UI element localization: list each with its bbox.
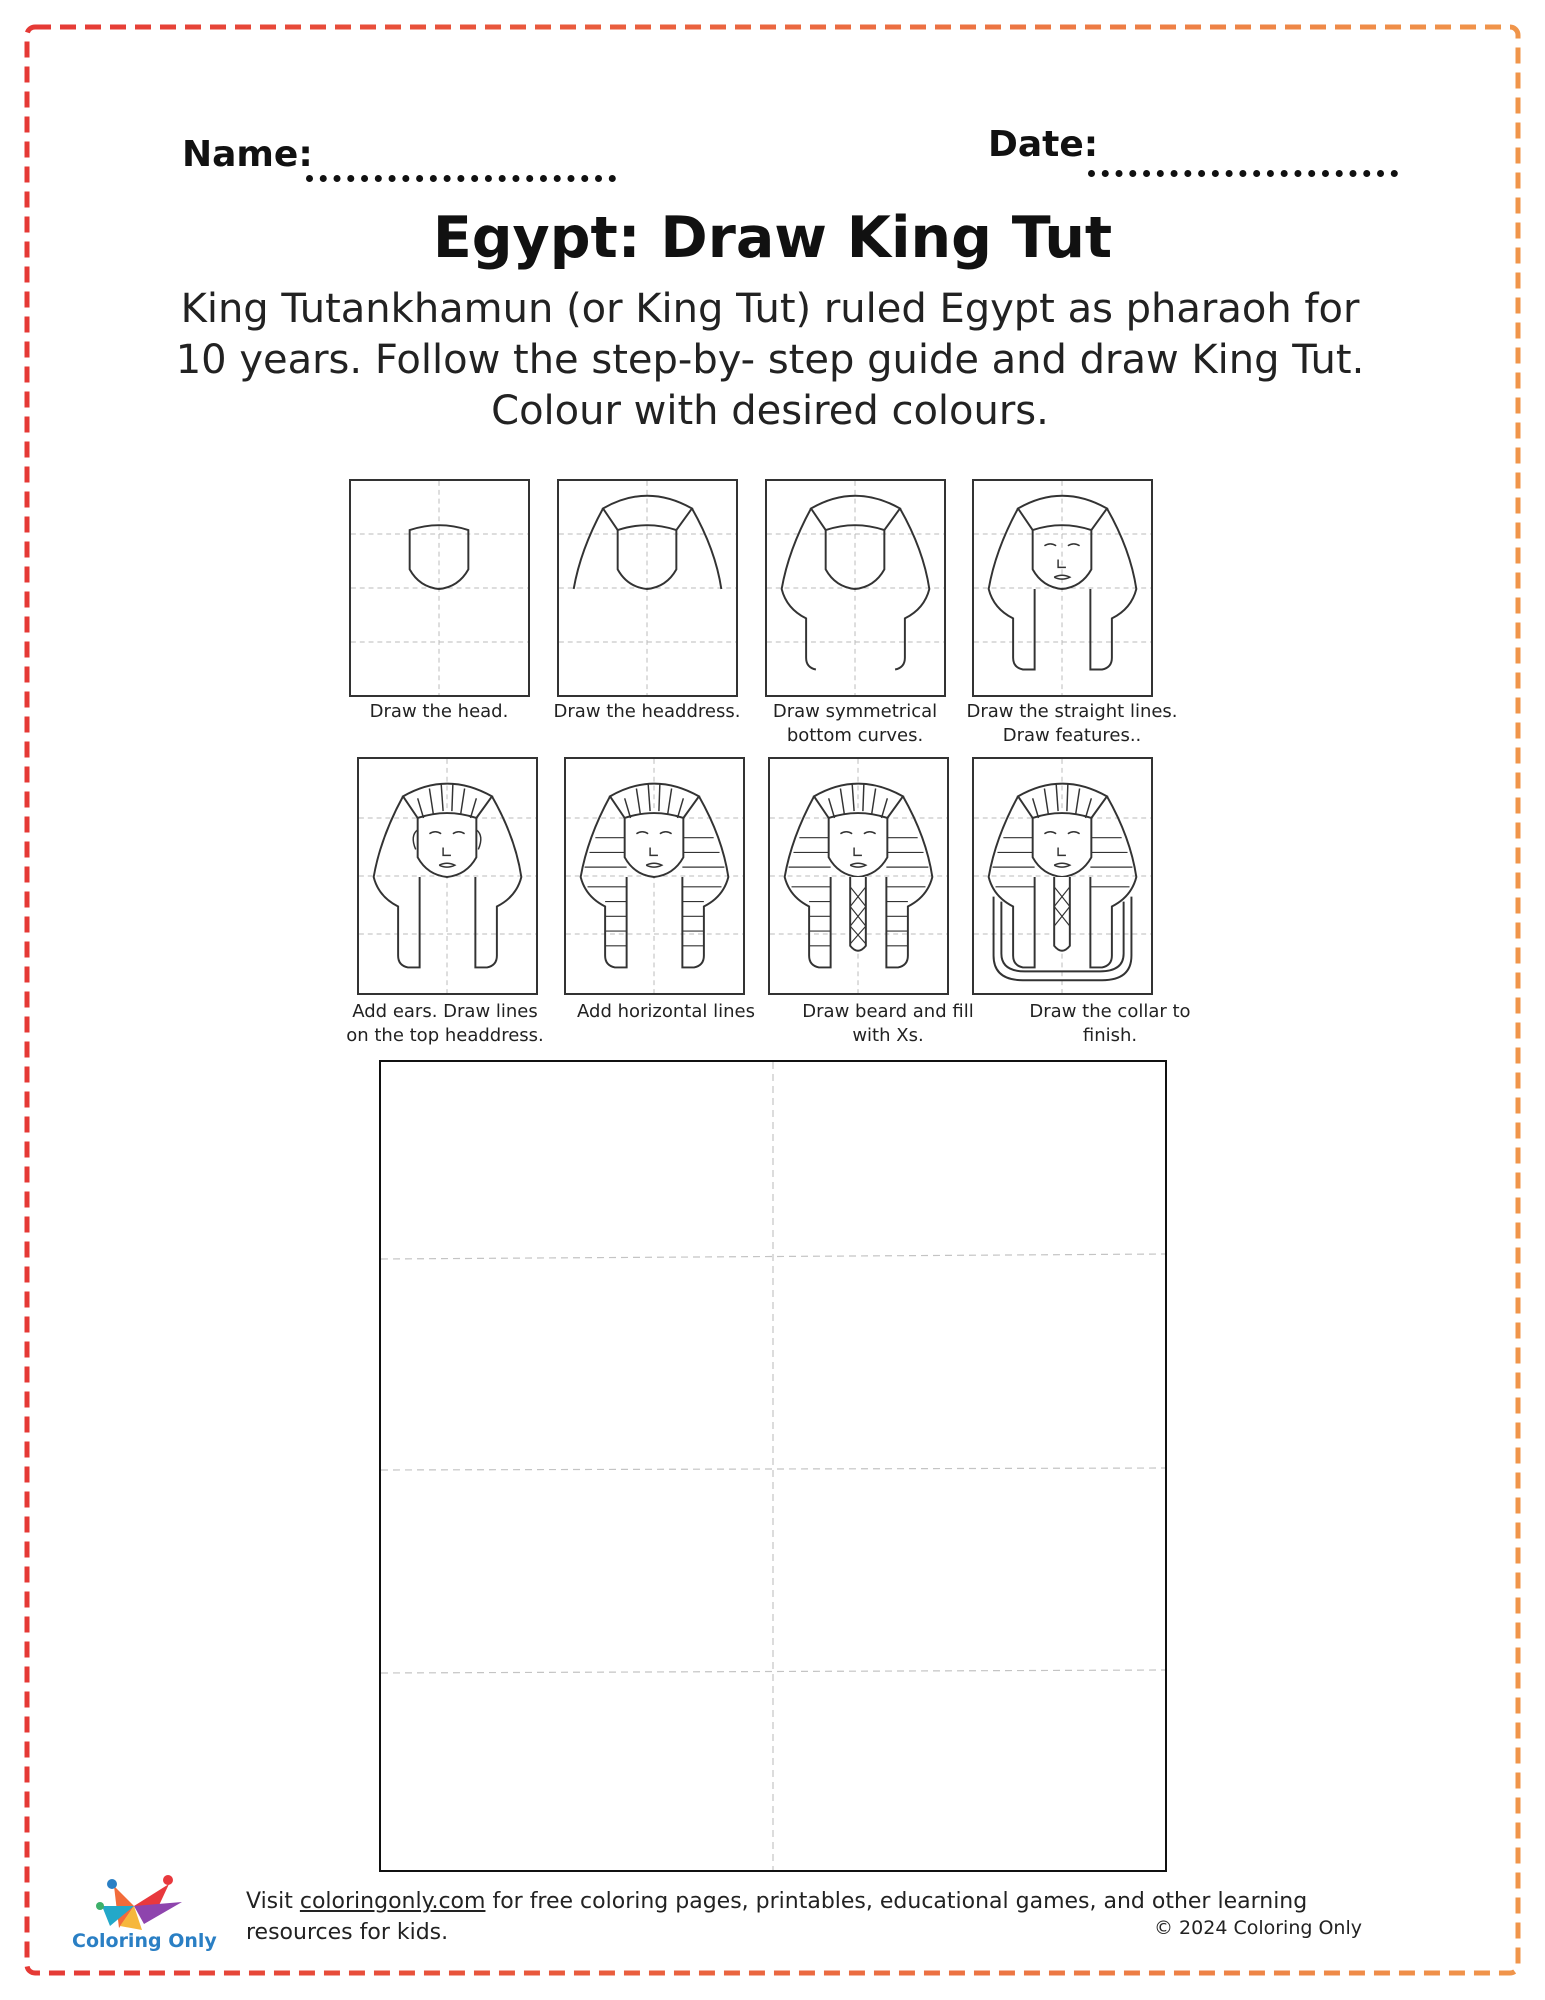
step-6-caption: Add horizontal lines bbox=[577, 1001, 755, 1022]
coloringonly-link[interactable]: coloringonly.com bbox=[299, 1889, 486, 1914]
step-7-caption: Draw beard and fill with Xs. bbox=[802, 1001, 974, 1046]
step-3-caption: Draw symmetrical bottom curves. bbox=[772, 701, 938, 746]
step-6-image bbox=[564, 757, 745, 995]
worksheet-title: Egypt: Draw King Tut bbox=[432, 205, 1113, 271]
name-label: Name: bbox=[182, 134, 313, 175]
footer-text: Visit coloringonly.com for free coloring pages, printables, educational games, and other learning resources for kids. bbox=[246, 1889, 1308, 1945]
step-2-caption: Draw the headdress. bbox=[553, 701, 741, 722]
step-4-caption: Draw the straight lines. Draw features.. bbox=[966, 701, 1178, 746]
step-1-caption: Draw the head. bbox=[369, 701, 509, 722]
step-4-image bbox=[972, 479, 1153, 697]
step-8-caption: Draw the collar to finish. bbox=[1029, 1001, 1191, 1046]
step-1-image bbox=[349, 479, 530, 697]
step-5-caption: Add ears. Draw lines on the top headdress. bbox=[346, 1001, 544, 1046]
step-3-image bbox=[765, 479, 946, 697]
name-field[interactable] bbox=[306, 175, 616, 182]
worksheet-intro: King Tutankhamun (or King Tut) ruled Egypt as pharaoh for 10 years. Follow the step-by- step guide and draw King Tut. Colour with desired colours. bbox=[175, 286, 1365, 434]
step-7-image bbox=[768, 757, 949, 995]
date-label: Date: bbox=[988, 124, 1099, 165]
date-field[interactable] bbox=[1088, 170, 1398, 177]
logo-text: Coloring Only bbox=[72, 1930, 217, 1952]
copyright: © 2024 Coloring Only bbox=[1154, 1917, 1362, 1939]
step-5-image bbox=[357, 757, 538, 995]
step-8-image bbox=[972, 757, 1153, 995]
drawing-practice-area[interactable] bbox=[379, 1060, 1167, 1872]
step-2-image bbox=[557, 479, 738, 697]
